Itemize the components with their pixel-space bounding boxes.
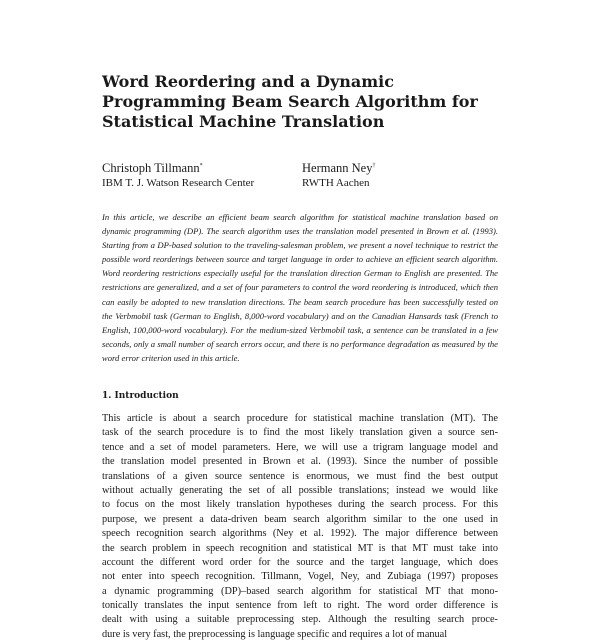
introduction-paragraph [102,412,498,642]
author-name: Christoph Tillmann [102,161,200,176]
author-name: Hermann Ney [302,161,373,176]
text-line: tonically translates the input sentence from left to right. The word order difference is [102,600,498,612]
author-footnote-mark: † [372,163,376,169]
paper-title [102,72,522,132]
text-line: dealt with using a suitable preprocessing step. Although the resulting search proce- [102,614,498,626]
text-line: This article is about a search procedure for statistical machine translation (MT). The [102,413,498,424]
text-line: a dynamic programming (DP)–based search algorithm for statistical MT that mono- [102,585,498,597]
author-footnote-mark: * [199,163,203,169]
author-affiliation: IBM T. J. Watson Research Center [102,177,255,190]
text-line: dure is very fast, the preprocessing is language specific and requires a lot of manual [102,628,448,640]
text-line: to focus on the most likely translation hypotheses during the search process. For this [102,499,498,511]
author-affiliation: RWTH Aachen [302,177,370,190]
title-line: Word Reordering and a Dynamic [102,72,394,91]
title-line: Programming Beam Search Algorithm for [102,92,478,111]
text-line: purpose, we present a data-driven beam search algorithm similar to the one used in [102,513,498,525]
section-heading: 1. Introduction [102,391,179,401]
author-block-2 [302,158,375,191]
title-line: Statistical Machine Translation [102,112,385,131]
abstract: In this article, we describe an efficient beam search algorithm for statistical machine translation based on dynamic programming (DP). The search algorithm uses the translation model presented in Brown et al. (1993). Starting from a DP-based solution to the traveling-salesman problem, we present a novel technique to restrict the possible word reorderings between source and target language in order to achieve an efficient search algorithm. Word reordering restrictions especially useful for the translation direction German to English are presented. The restrictions are generalized, and a set of four parameters to control the word reordering is introduced, which then can easily be adopted to new translation directions. The beam search procedure has been successfully tested on the Verbmobil task (German to English, 8,000-word vocabulary) and on the Canadian Hansards task (French to English, 100,000-word vocabulary). For the medium-sized Verbmobil task, a sentence can be translated in a few seconds, only a small number of search errors occur, and there is no performance degradation as measured by the word error criterion used in this article. [102,212,498,363]
text-line: account the different word order for the source and the target language, which does [102,556,498,568]
text-line: speech recognition search algorithms (Ney et al. 1992). The major difference between [102,528,498,540]
text-line: tence and a set of model parameters. Here, we will use a trigram language model and [102,441,498,453]
text-line: without actually generating the set of all possible translations; instead we would like [102,484,498,496]
text-line: the translation model presented in Brown et al. (1993). Since the number of possible [102,456,498,468]
text-line: task of the search procedure is to find the most likely translation given a source sen- [102,427,498,439]
text-line: not enter into speech recognition. Tillmann, Vogel, Ney, and Zubiaga (1997) proposes [102,571,498,583]
text-line: translations of a given source sentence is enormous, we must find the best output [102,470,498,482]
author-block-1 [102,158,254,191]
text-line: the search problem in speech recognition and statistical MT is that MT must take into [102,542,498,554]
